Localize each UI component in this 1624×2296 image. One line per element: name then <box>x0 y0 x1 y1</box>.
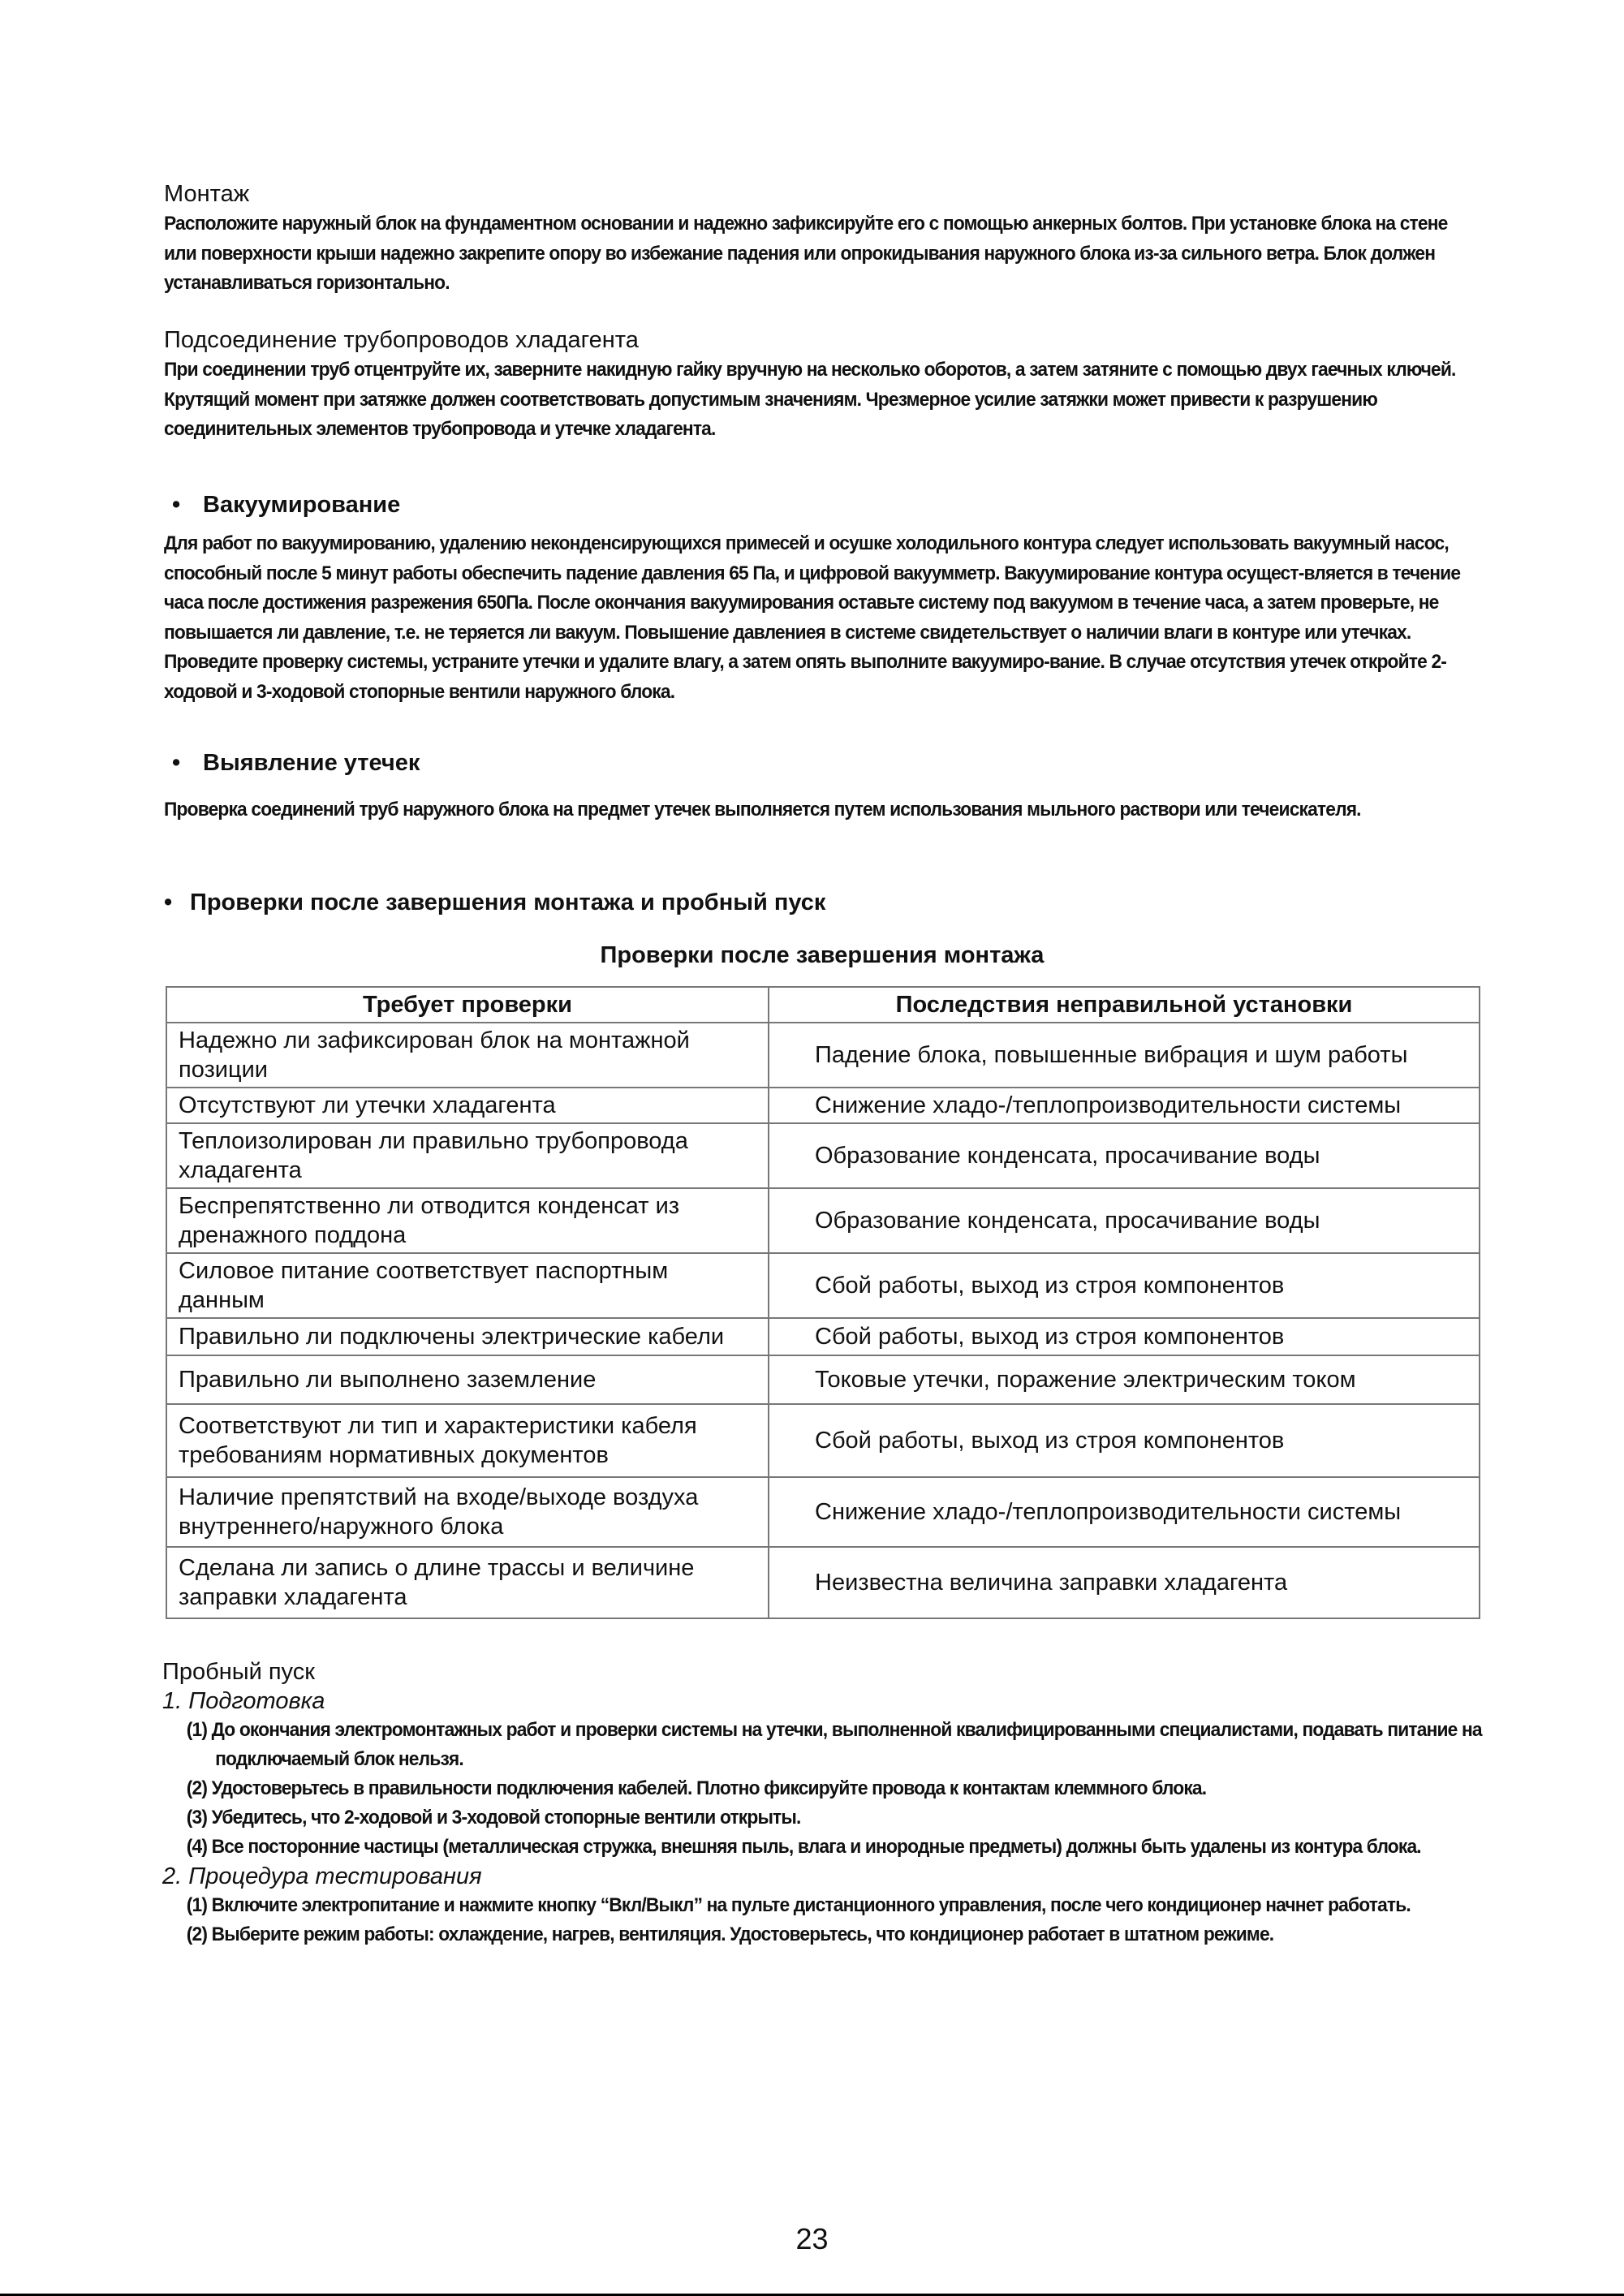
prep-item: (3) Убедитесь, что 2-ходовой и 3-ходовой стопорные вентили открыты. <box>186 1807 801 1829</box>
consequence: Падение блока, повышенные вибрация и шум работы <box>769 1023 1480 1088</box>
prep-item: (1) До окончания электромонтажных работ и проверки системы на утечки, выполненной квалифицированными специалистами, подавать питание на подключаемый блок нельзя. <box>186 1719 1482 1770</box>
table-row <box>166 1355 1480 1404</box>
vacuum-title: Вакуумирование <box>203 492 401 518</box>
vacuum-text: Для работ по вакуумированию, удалению неконденсирующихся примесей и осушке холодильного контура следует использовать вакуумный насос, способный после 5 минут работы обеспечить падение давления 65 Па, и цифровой вакуумметр. Вакуумирование контура осущест-вляется в течение часа после достижения разрежения 650Па. После окончания вакуумирования оставьте систему под вакуумом в течение часа, а затем проверьте, не повышается ли давление, т.е. не теряется ли вакуум. Повышение давлениея в системе свидетельствует о наличии влаги в контуре или утечках. Проведите проверку системы, устраните утечки и удалите влагу, а затем опять выполните вакуумиро-вание. В случае отсутствия утечек откройте 2-ходовой и 3-ходовой стопорные вентили наружного блока. <box>164 532 1461 703</box>
procedure-item: (1) Включите электропитание и нажмите кнопку “Вкл/Выкл” на пульте дистанционного управления, после чего кондиционер начнет работать. <box>186 1894 1411 1916</box>
table-row <box>166 1023 1480 1088</box>
consequence: Токовые утечки, поражение электрическим током <box>769 1355 1480 1404</box>
checks-title: Проверки после завершения монтажа и пробный пуск <box>190 890 826 915</box>
procedure-title: 2. Процедура тестирования <box>162 1863 482 1889</box>
pipes-section <box>164 325 1480 445</box>
consequence: Образование конденсата, просачивание воды <box>769 1123 1480 1188</box>
trial-title: Пробный пуск <box>162 1659 315 1685</box>
mounting-text: Расположите наружный блок на фундаментном основании и надежно зафиксируйте его с помощью анкерных болтов. При установке блока на стене или поверхности крыши надежно закрепите опору во избежание падения или опрокидывания наружного блока из-за сильного ветра. Блок должен устанавливаться горизонтально. <box>164 213 1448 294</box>
check-item: Отсутствуют ли утечки хладагента <box>166 1088 769 1123</box>
table-row <box>166 1123 1480 1188</box>
prep-item: (4) Все посторонние частицы (металлическая стружка, внешняя пыль, влага и инородные предметы) должны быть удалены из контура блока. <box>186 1836 1421 1858</box>
vacuum-heading <box>172 489 400 520</box>
table-row <box>166 1404 1480 1477</box>
prep-item: (2) Удостоверьтесь в правильности подключения кабелей. Плотно фиксируйте провода к контактам клеммного блока. <box>186 1777 1207 1799</box>
page-number: 23 <box>795 2222 829 2255</box>
consequence: Образование конденсата, просачивание воды <box>769 1188 1480 1253</box>
checks-table <box>166 986 1480 1619</box>
table-row <box>166 1477 1480 1547</box>
check-item: Правильно ли подключены электрические кабели <box>166 1318 769 1355</box>
check-item: Правильно ли выполнено заземление <box>166 1355 769 1404</box>
vacuum-section <box>164 529 1480 707</box>
leaks-text: Проверка соединений труб наружного блока на предмет утечек выполняется путем использования мыльного раствори или течеискателя. <box>164 799 1361 821</box>
check-item: Соответствуют ли тип и характеристики кабеля требованиям нормативных документов <box>166 1404 769 1477</box>
table-row <box>166 1088 1480 1123</box>
check-item: Надежно ли зафиксирован блок на монтажной позиции <box>166 1023 769 1088</box>
consequence: Неизвестна величина заправки хладагента <box>769 1547 1480 1618</box>
table-row <box>166 1253 1480 1318</box>
consequence: Сбой работы, выход из строя компонентов <box>769 1253 1480 1318</box>
leaks-title: Выявление утечек <box>203 750 420 776</box>
mounting-title: Монтаж <box>164 181 250 207</box>
consequence: Сбой работы, выход из строя компонентов <box>769 1404 1480 1477</box>
consequence: Снижение хладо-/теплопроизводительности системы <box>769 1477 1480 1547</box>
bullet-icon: • <box>164 890 173 915</box>
table-header-row <box>166 987 1480 1023</box>
check-item: Силовое питание соответствует паспортным данным <box>166 1253 769 1318</box>
check-item: Наличие препятствий на входе/выходе воздуха внутреннего/наружного блока <box>166 1477 769 1547</box>
trial-section <box>162 1657 1493 1949</box>
table-title: Проверки после завершения монтажа <box>600 942 1045 968</box>
column-header: Последствия неправильной установки <box>769 987 1480 1023</box>
pipes-text: При соединении труб отцентруйте их, заверните накидную гайку вручную на несколько оборотов, а затем затяните с помощью двух гаечных ключей. Крутящий момент при затяжке должен соответствовать допустимым значениям. Чрезмерное усилие затяжки может привести к разрушению соединительных элементов трубопровода и утечке хладагента. <box>164 359 1456 440</box>
pipes-title: Подсоединение трубопроводов хладагента <box>164 327 639 353</box>
prep-title: 1. Подготовка <box>162 1688 325 1714</box>
bullet-icon: • <box>172 492 181 518</box>
leaks-heading <box>172 747 420 778</box>
consequence: Снижение хладо-/теплопроизводительности системы <box>769 1088 1480 1123</box>
procedure-item: (2) Выберите режим работы: охлаждение, нагрев, вентиляция. Удостоверьтесь, что кондиционер работает в штатном режиме. <box>186 1923 1274 1945</box>
table-row <box>166 1547 1480 1618</box>
bullet-icon: • <box>172 750 181 776</box>
leaks-section <box>164 795 1480 825</box>
table-row <box>166 1188 1480 1253</box>
consequence: Сбой работы, выход из строя компонентов <box>769 1318 1480 1355</box>
check-item: Беспрепятственно ли отводится конденсат из дренажного поддона <box>166 1188 769 1253</box>
checks-heading <box>164 887 825 918</box>
table-row <box>166 1318 1480 1355</box>
mounting-section <box>164 179 1480 299</box>
check-item: Сделана ли запись о длине трассы и величине заправки хладагента <box>166 1547 769 1618</box>
check-item: Теплоизолирован ли правильно трубопровода хладагента <box>166 1123 769 1188</box>
column-header: Требует проверки <box>166 987 769 1023</box>
